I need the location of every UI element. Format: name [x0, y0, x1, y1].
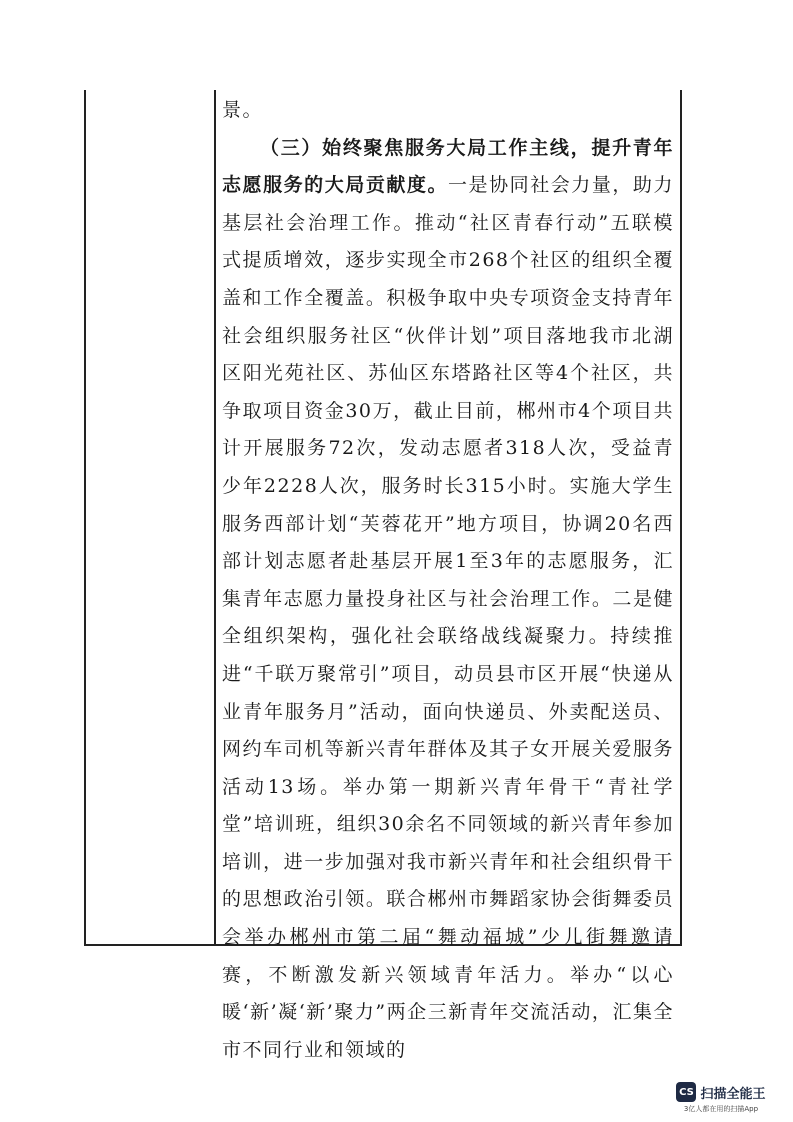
document-body	[222, 92, 674, 1069]
paragraph-1	[222, 92, 674, 130]
section-heading: （三）始终聚焦服务大局工作主线，提升青年志愿服务的大局贡献度。	[222, 136, 674, 197]
text-run: 一是协同社会力量，助力基层社会治理工作。推动“社区青春行动”五联模式提质增效，逐步实现全市268个社区的组织全覆盖和工作全覆盖。积极争取中央专项资金支持青年社会组织服务社区“伙伴计划”项目落地我市北湖区阳光苑社区、苏仙区东塔路社区等4个社区，共争取项目资金30万，截止目前，郴州市4个项目共计开展服务72次，发动志愿者318人次，受益青少年2228人次，服务时长315小时。实施大学生服务西部计划“芙蓉花开”地方项目，协调20名西部计划志愿者赴基层开展1至3年的志愿服务，汇集青年志愿力量投身社区与社会治理工作。二是健全组织架构，强化社会联络战线凝聚力。持续推进“千联万聚常引”项目，动员县市区开展“快递从业青年服务月”活动，面向快递员、外卖配送员、网约车司机等新兴青年群体及其子女开展关爱服务活动13场。举办第一期新兴青年骨干“青社学堂”培训班，组织30余名不同领域的新兴青年参加培训，进一步加强对我市新兴青年和社会组织骨干的思想政治引领。联合郴州市舞蹈家协会街舞委员会举办郴州市第二届“舞动福城”少儿街舞邀请赛，不断激发新兴领域青年活力。举办“以心暖‘新’凝‘新’聚力”两企三新青年交流活动，汇集全市不同行业和领域的	[222, 174, 674, 1061]
text-run: 景。	[222, 99, 264, 121]
paragraph-2	[222, 130, 674, 1070]
scanner-watermark	[661, 1082, 781, 1114]
watermark-tagline: 3亿人都在用的扫描App	[683, 1105, 759, 1113]
camscanner-logo-icon: CS	[676, 1082, 696, 1102]
watermark-brand: 扫描全能王	[700, 1086, 766, 1102]
column-divider	[214, 90, 216, 946]
